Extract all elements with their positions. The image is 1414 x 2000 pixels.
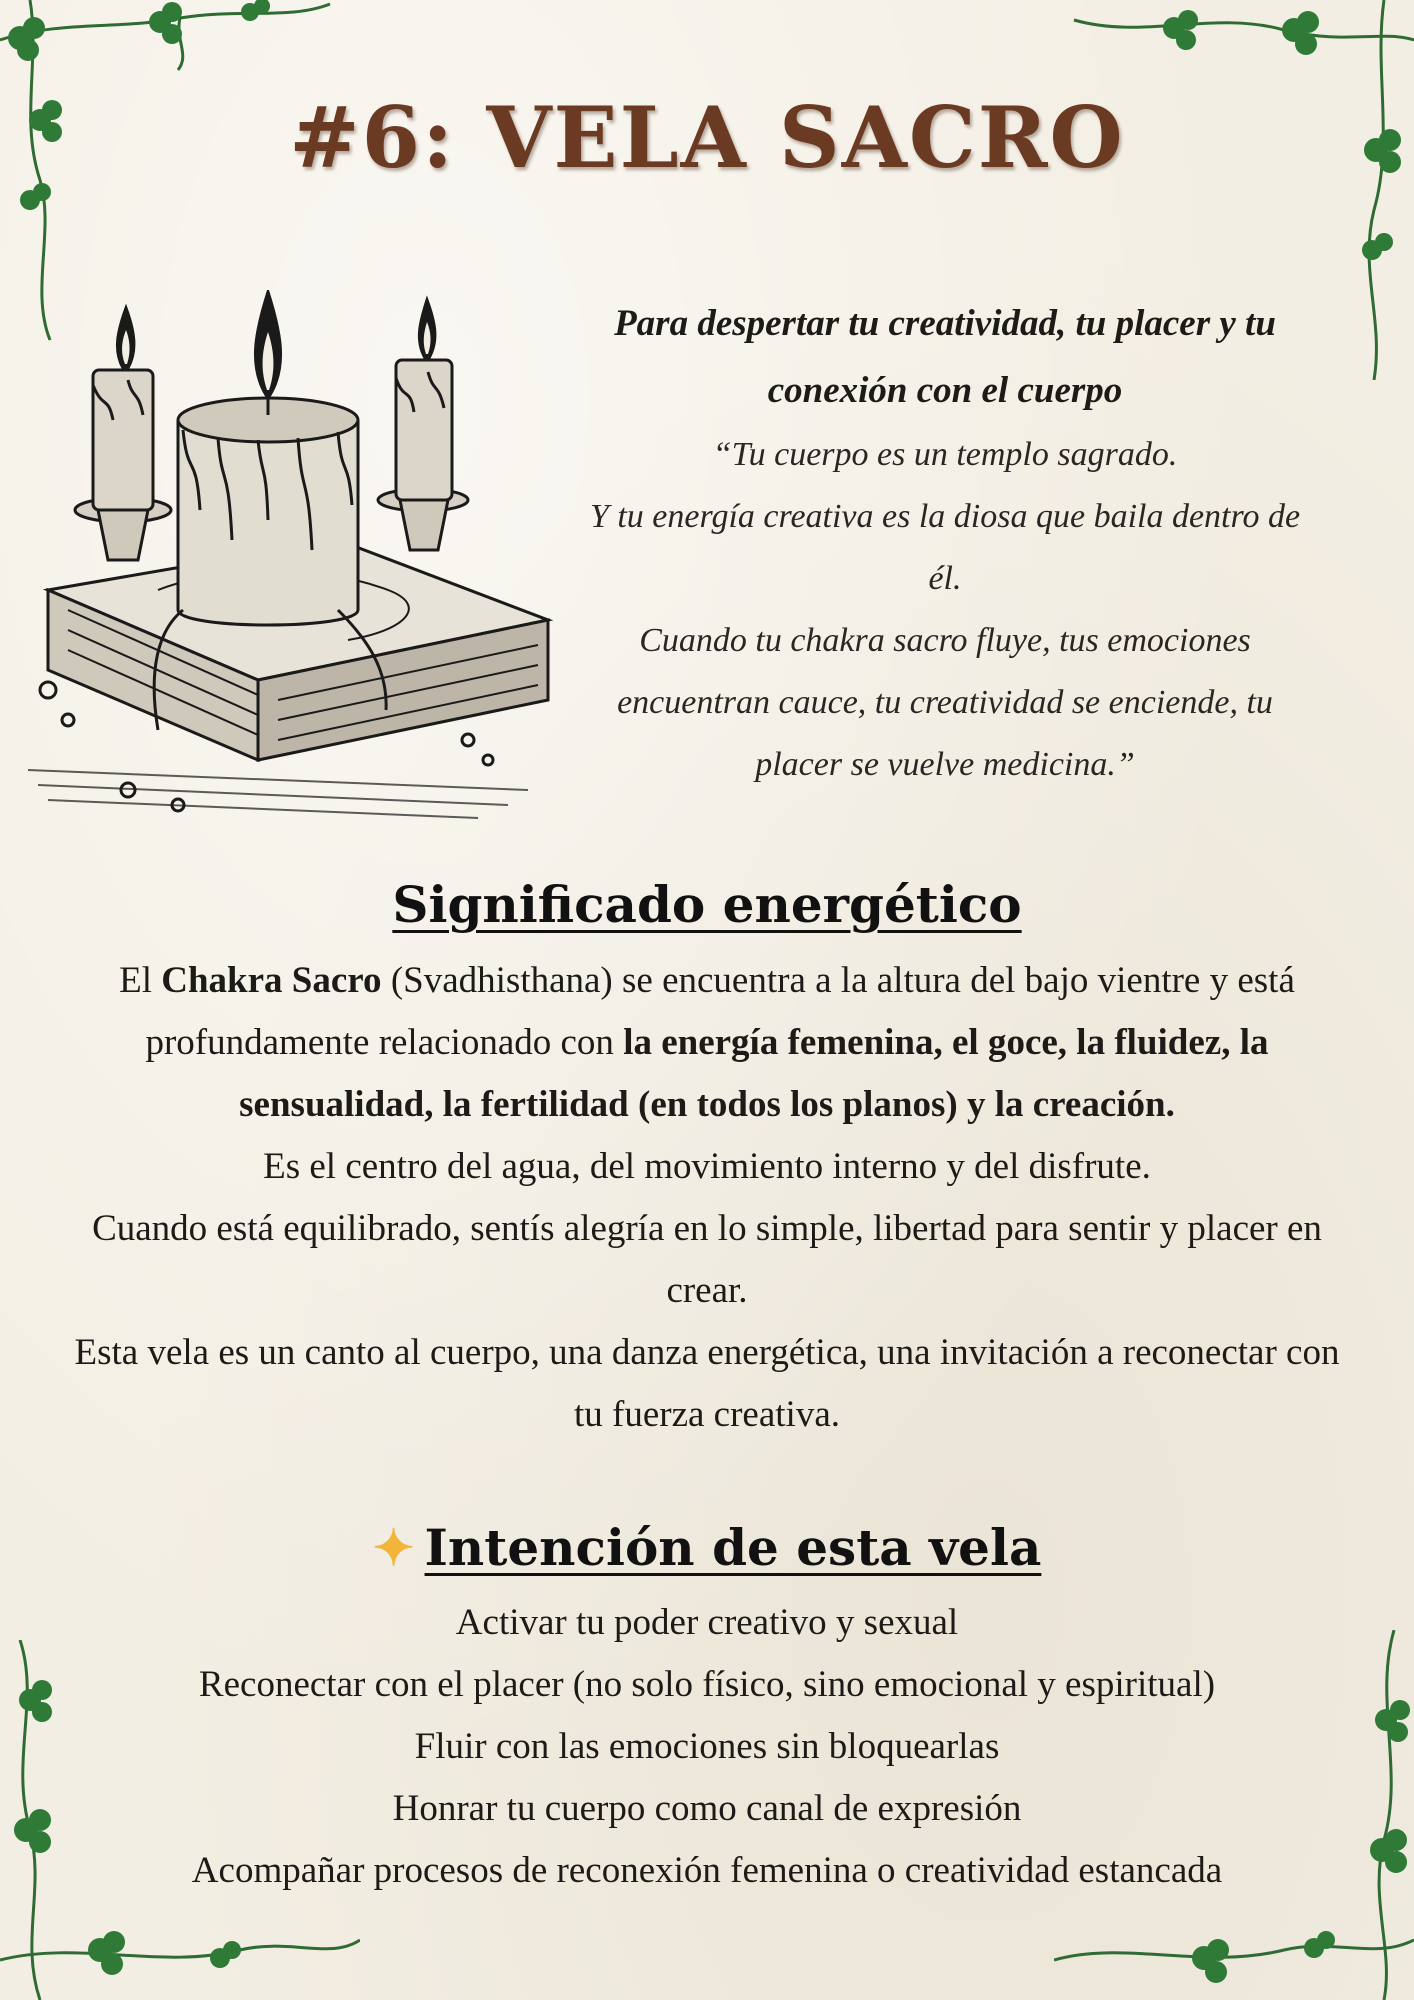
- significado-paragraph-1: [70, 950, 1344, 1136]
- quote-line: placer se vuelve medicina.”: [755, 746, 1135, 783]
- bold-text-run: la energía femenina, el goce, la fluidez, la sensualidad, la fertilidad (en todos los planos) y la creación.: [239, 1022, 1269, 1125]
- candles-on-book-illustration: [8, 290, 568, 830]
- list-item: Fluir con las emociones sin bloquearlas: [414, 1726, 1000, 1767]
- significado-paragraph-2: Es el centro del agua, del movimiento interno y del disfrute.: [263, 1146, 1151, 1187]
- intro-block: [530, 290, 1360, 796]
- intro-subtitle-line: Para despertar tu creatividad, tu placer y tu: [614, 303, 1276, 344]
- list-item: Reconectar con el placer (no solo físico, sino emocional y espiritual): [198, 1664, 1216, 1705]
- list-item: Activar tu poder creativo y sexual: [455, 1602, 959, 1643]
- quote-line: él.: [928, 560, 962, 597]
- significado-body: [70, 950, 1344, 1446]
- quote-line: “Tu cuerpo es un templo sagrado.: [712, 436, 1178, 473]
- quote-line: Y tu energía creativa es la diosa que baila dentro de: [589, 498, 1301, 535]
- significado-paragraph-3: Cuando está equilibrado, sentís alegría en lo simple, libertad para sentir y placer en crear.: [92, 1208, 1322, 1311]
- intencion-title-text: Intención de esta vela: [424, 1518, 1042, 1577]
- significado-section-title: Significado energético: [392, 875, 1022, 934]
- quote-line: encuentran cauce, tu creatividad se enciende, tu: [617, 684, 1273, 721]
- quote-line: Cuando tu chakra sacro fluye, tus emociones: [639, 622, 1251, 659]
- text-run: El: [119, 960, 162, 1001]
- page-title: #6: VELA SACRO: [289, 88, 1125, 187]
- text-run: (Svadhisthana) se encuentra a la altura del bajo vientre y está profundamente relacionado con: [145, 960, 1295, 1063]
- intro-subtitle-line: conexión con el cuerpo: [767, 370, 1123, 411]
- list-item: Honrar tu cuerpo como canal de expresión: [392, 1788, 1022, 1829]
- list-item: Acompañar procesos de reconexión femenina o creatividad estancada: [191, 1850, 1223, 1891]
- sparkles-icon: ✦: [372, 1518, 415, 1577]
- intencion-list: [60, 1592, 1354, 1902]
- significado-paragraph-4: Esta vela es un canto al cuerpo, una danza energética, una invitación a reconectar con tu fuerza creativa.: [74, 1332, 1340, 1435]
- bold-text-run: Chakra Sacro: [161, 960, 382, 1001]
- intencion-section-title: [0, 1518, 1414, 1577]
